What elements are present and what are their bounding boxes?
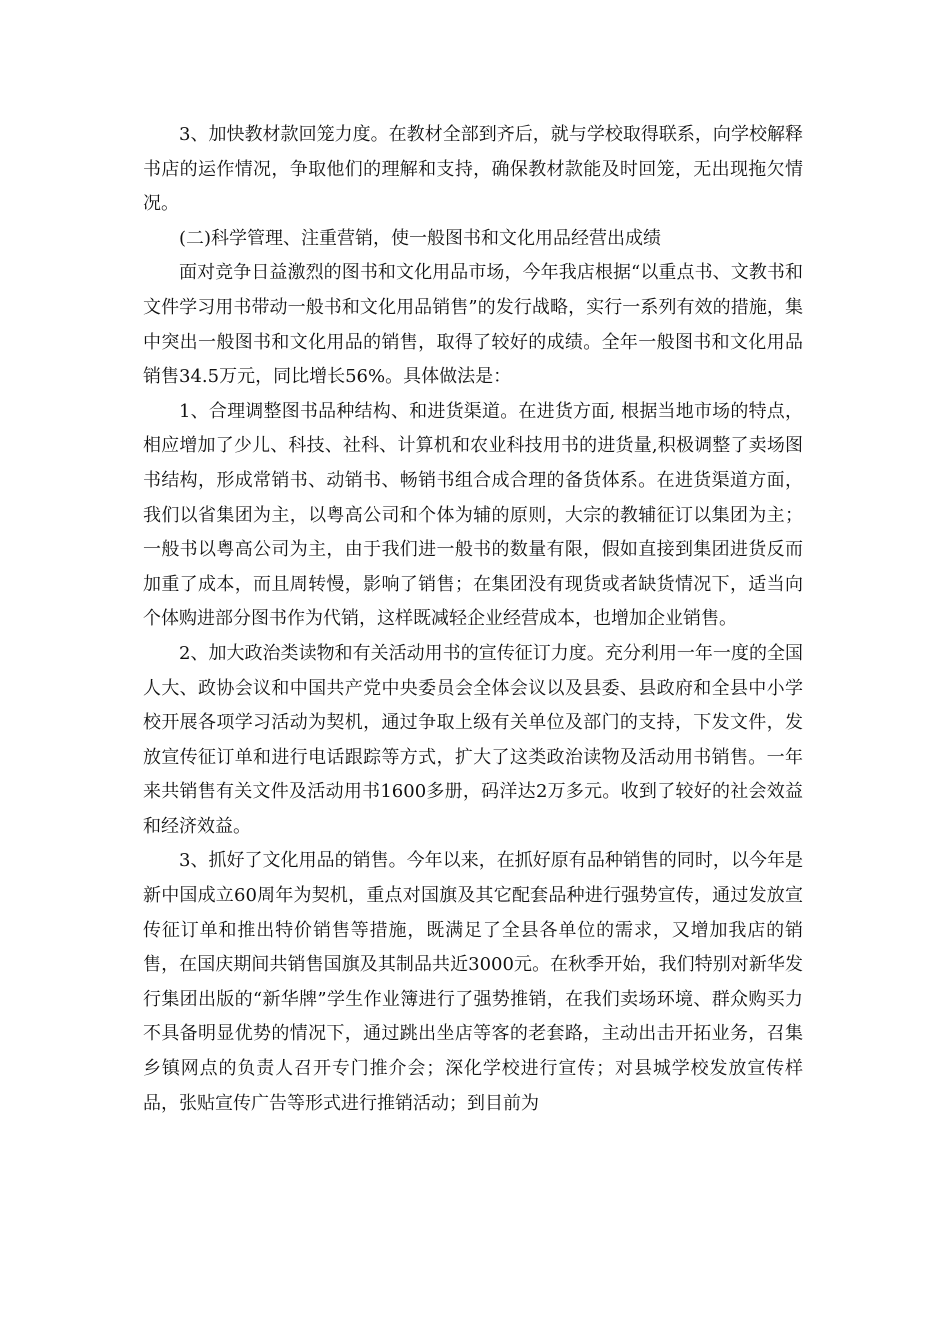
paragraph-structure-channels: 1、合理调整图书品种结构、和进货渠道。在进货方面, 根据当地市场的特点，相应增加了少儿、科技、社科、计算机和农业科技用书的进货量,积极调整了卖场图书结构，形成常销书、动销书、畅销书组合成合理的备货体系。在进货渠道方面，我们以省集团为主，以粤高公司和个体为辅的原则，大宗的教辅征订以集团为主；一般书以粤高公司为主，由于我们进一般书的数量有限，假如直接到集团进货反而加重了成本，而且周转慢，影响了销售；在集团没有现货或者缺货情况下，适当向个体购进部分图书作为代销，这样既减轻企业经营成本，也增加企业销售。 <box>143 400 803 630</box>
paragraph-textbook-payment: 3、加快教材款回笼力度。在教材全部到齐后，就与学校取得联系，向学校解释书店的运作情况，争取他们的理解和支持，确保教材款能及时回笼，无出现拖欠情况。 <box>143 124 803 215</box>
paragraph-market-strategy: 面对竞争日益激烈的图书和文化用品市场，今年我店根据“以重点书、文教书和文件学习用书带动一般书和文化用品销售”的发行战略，实行一系列有效的措施，集中突出一般图书和文化用品的销售，取得了较好的成绩。全年一般图书和文化用品销售34.5万元，同比增长56%。具体做法是： <box>143 262 803 388</box>
paragraph-political-reading: 2、加大政治类读物和有关活动用书的宣传征订力度。充分利用一年一度的全国人大、政协会议和中国共产党中央委员会全体会议以及县委、县政府和全县中小学校开展各项学习活动为契机，通过争取上级有关单位及部门的支持，下发文件，发放宣传征订单和进行电话跟踪等方式，扩大了这类政治读物及活动用书销售。一年来共销售有关文件及活动用书1600多册，码洋达2万多元。收到了较好的社会效益和经济效益。 <box>143 642 803 837</box>
document-body <box>143 118 803 1121</box>
section-heading-management: (二)科学管理、注重营销，使一般图书和文化用品经营出成绩 <box>179 227 662 249</box>
paragraph-stationery-sales: 3、抓好了文化用品的销售。今年以来，在抓好原有品种销售的同时，以今年是新中国成立60周年为契机，重点对国旗及其它配套品种进行强势宣传，通过发放宣传征订单和推出特价销售等措施，既满足了全县各单位的需求，又增加我店的销售，在国庆期间共销售国旗及其制品共近3000元。在秋季开始，我们特别对新华发行集团出版的“新华牌”学生作业簿进行了强势推销，在我们卖场环境、群众购买力不具备明显优势的情况下，通过跳出坐店等客的老套路，主动出击开拓业务，召集乡镇网点的负责人召开专门推介会；深化学校进行宣传；对县城学校发放宣传样品，张贴宣传广告等形式进行推销活动；到目前为 <box>143 850 803 1114</box>
